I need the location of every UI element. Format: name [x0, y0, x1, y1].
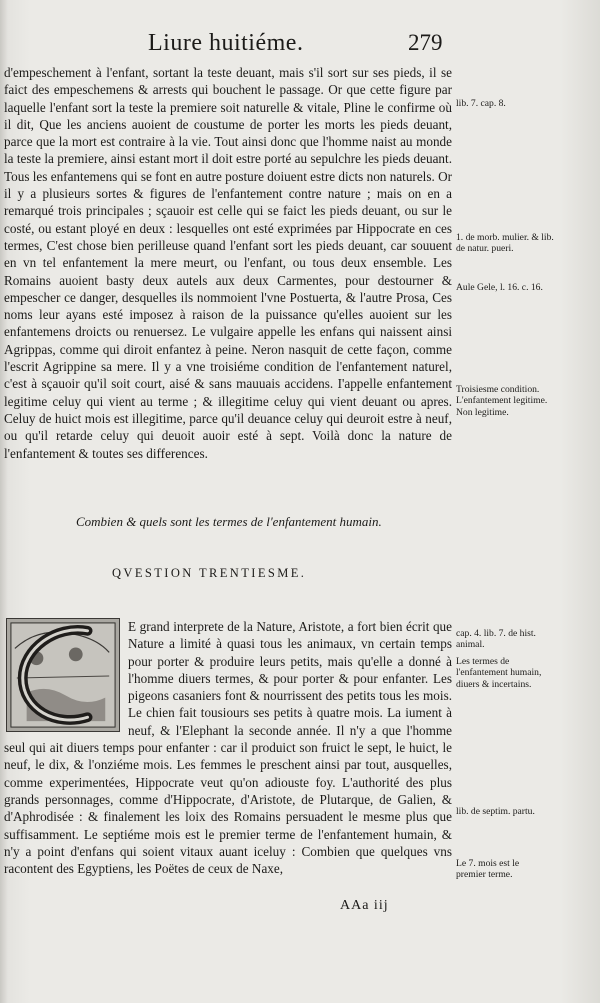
signature-mark: AAa iij — [340, 898, 389, 913]
paragraph: E grand interprete de la Nature, Aristote, a fort bien écrit que Nature a limité à quasi tous les animaux, vn certain temps pour porter & produire leurs petits, mais qu'elle a donné à l'homme diuers termes, & pour porter & pour enfanter. Les pigeons casaniers font & nourrissent des petits tous les mois. Le chien fait tousiours ses petits à quatre mois. La iument à neuf, & l'Elephant la seconde année. Il n'y a que l'homme seul qui ait diuers temps pour enfanter : car il produict son fruict le sept, le huict, le neuf, le dix, & l'onziéme mois. Les femmes le preschent ainsi par tout, ausquelles, comme experimentées, Hippocrate veut qu'on adiouste foy. L'authorité des plus grands personnages, comme d'Hippocrate, d'Aristote, de Plutarque, de Galien, & d'Aphrodisée : & finalement les loix des Romains persuadent le mesme plus que suffisamment. Le septiéme mois est le premier terme de l'enfantement humain, & n'y a point d'enfans qui soient vitaux auant iceluy : Combien que quelques vns racontent des Egyptiens, les Poëtes de ceux de Naxe, — [4, 619, 452, 877]
margin-note: Les termes de l'enfantement humain, diuers & incertains. — [456, 656, 542, 690]
page-header — [0, 30, 600, 60]
running-title: Liure huitiéme. — [148, 30, 304, 56]
paragraph: d'empeschement à l'enfant, sortant la teste deuant, mais s'il sort sur ses pieds, il se faict des empeschemens & arrests qui bouchent le passage. Or que cette figure par laquelle l'enfant sort la teste la premiere soit naturelle & vitale, Pline le confirme où il dit, Que les anciens auoient de coustume de porter les morts les pieds deuant, parce que la mort est contraire à la vie. Tout ainsi donc que l'homme naist au monde la teste la premiere, ainsi estant mort il doit estre porté au sepulchre les pieds deuant. Tous les enfantemens qui se font en autre posture doiuent estre dicts non naturels. Or il y a plusieurs sortes & figures de l'enfantement contre nature ; mais on en a remarqué trois principales ; sçauoir est celle qui se faict les pieds deuant, ou sur le costé, ou estant ployé en deux : lesquelles ont esté exprimées par Hippocrate en ces termes, C'est chose bien perilleuse quand l'enfant sort les pieds deuant, car souuent en vn tel enfantement la mere meurt, ou l'enfant, ou tous deux ensemble. Les Romains auoient basty deux autels aux deux Carmentes, pour destourner & empescher ce danger, desquelles ils nommoient l'vne Postuerta, & l'autre Prosa, Ces noms leur ayans esté imposez à raison de la puissance qu'elles auoient sur les enfantemens droicts ou renuersez. Le vulgaire appelle les enfans qui naissent ainsi Agrippas, comme qui diroit enfantez à peine. Neron nasquit de cette façon, comme l'escrit Agrippine sa mere. Il y a vne troisiéme condition de l'enfantement naturel, c'est à sçauoir qu'il soit court, aisé & sans mauuais accidens. I'appelle enfantement legitime celuy qui vient au terme ; & illegitime celuy qui vient deuant ou apres. Celuy de huict mois est illegitime, parce qu'il deuance celuy qui deuroit estre à neuf, ou qu'il retarde celuy qui deuoit auoir esté à sept. Voilà donc la nature de l'enfantement & toutes ses differences. — [4, 65, 452, 461]
margin-note: lib. 7. cap. 8. — [456, 98, 506, 109]
margin-note: 1. de morb. mulier. & lib. de natur. pueri. — [456, 232, 554, 255]
margin-note: cap. 4. lib. 7. de hist. animal. — [456, 628, 536, 651]
page-number: 279 — [408, 30, 443, 55]
question-heading: QVESTION TRENTIESME. — [112, 566, 307, 580]
question-summary: Combien & quels sont les termes de l'enfantement humain. — [76, 514, 382, 529]
margin-note: Troisiesme condition. L'enfantement legitime. Non legitime. — [456, 384, 548, 418]
margin-note: Aule Gele, l. 16. c. 16. — [456, 282, 543, 293]
margin-note: lib. de septim. partu. — [456, 806, 535, 817]
decorated-initial-c-icon — [6, 618, 120, 732]
body-text-section-1 — [4, 64, 452, 462]
margin-note: Le 7. mois est le premier terme. — [456, 858, 520, 881]
